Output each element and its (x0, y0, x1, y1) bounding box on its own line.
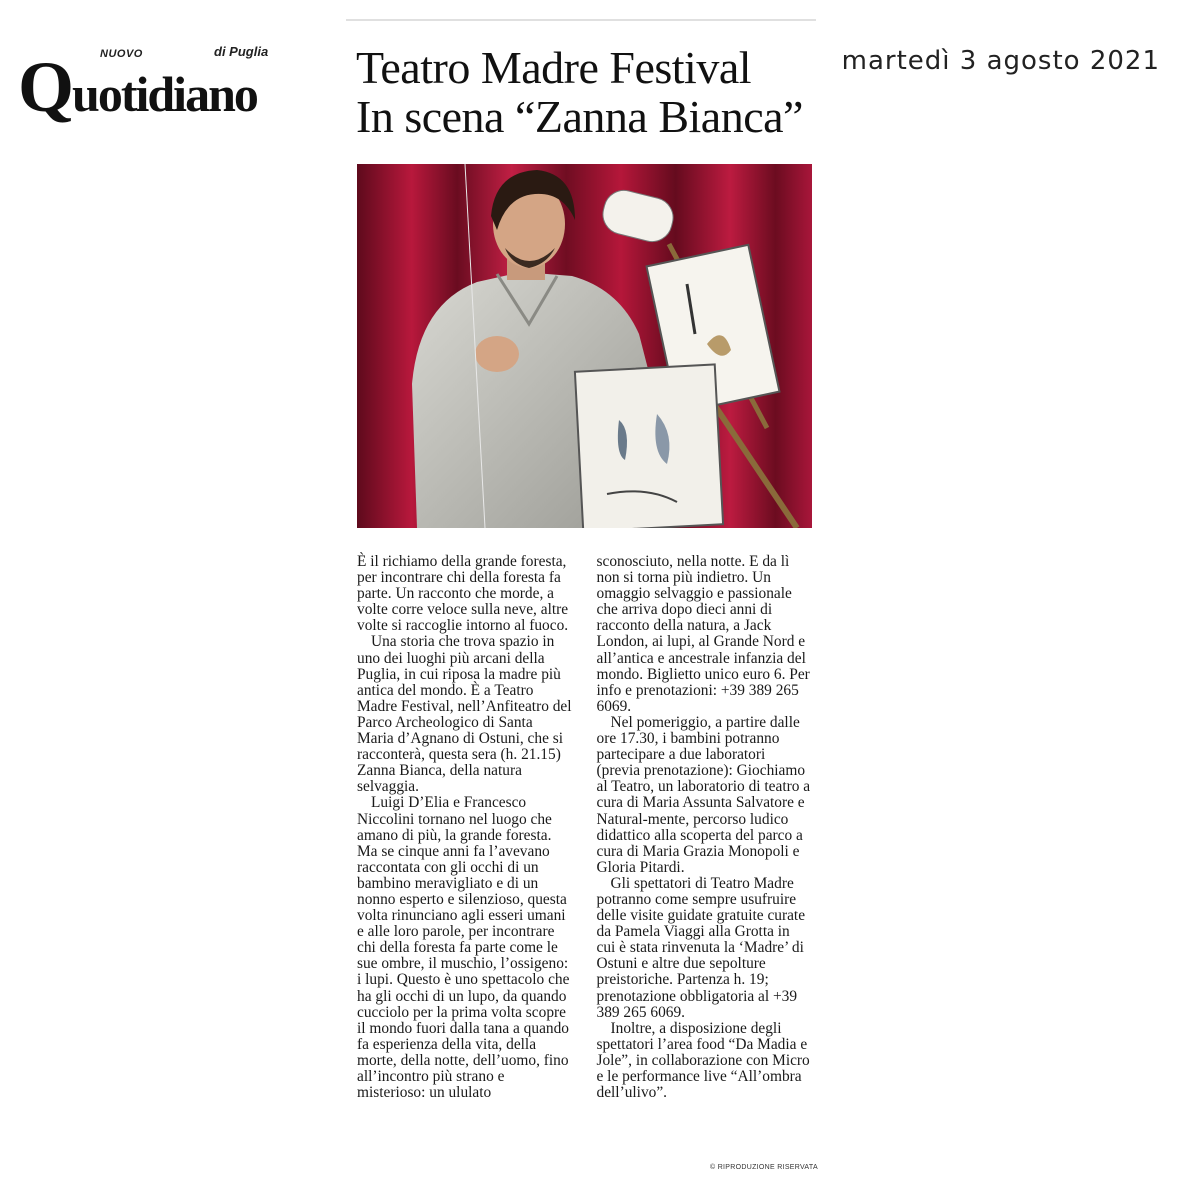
headline-line-2: In scena “Zanna Bianca” (356, 90, 803, 142)
paragraph: Gli spettatori di Teatro Madre potranno come sempre usufruire delle visite guidate gratuite curate da Pamela Viaggi alla Grotta in cui è stata rinvenuta la ‘Madre’ di Ostuni e altre due sepolture preistoriche. Partenza h. 19; prenotazione obbligatoria al +39 389 265 6069. (596, 874, 806, 1021)
masthead-region: di Puglia (214, 44, 269, 59)
article-column-2 (597, 554, 813, 1101)
article-column-1 (357, 554, 573, 1101)
headline-line-1: Teatro Madre Festival (356, 42, 752, 93)
article-photo (357, 164, 812, 528)
paragraph: sconosciuto, nella notte. E da lì non si torna più indietro. Un omaggio selvaggio e passionale che arriva dopo dieci anni di racconto della natura, a Jack London, ai lupi, al Grande Nord e all’antica e ancestrale infanzia del mondo. Biglietto unico euro 6. Per info e prenotazioni: +39 389 265 6069. (596, 553, 810, 715)
paragraph: Luigi D’Elia e Francesco Niccolini tornano nel luogo che amano di più, la grande foresta. Ma se cinque anni fa l’avevano raccontata con gli occhi di un bambino meravigliato e di un nonno esperto e silenzioso, questa volta rinunciano agli esseri umani e alle loro parole, per incontrare chi della foresta fa parte come le sue ombre, il muschio, l’ossigeno: i lupi. Questo è uno spettacolo che ha gli occhi di un lupo, da quando cucciolo per la prima volta scopre il mondo fuori dalla tana a quando fa esperienza della vita, della morte, della notte, dell’uomo, fino all’incontro più strano e misterioso: un ululato (357, 794, 570, 1102)
paragraph: Una storia che trova spazio in uno dei luoghi più arcani della Puglia, in cui riposa la madre più antica del mondo. È a Teatro Madre Festival, nell’Anfiteatro del Parco Archeologico di Santa Maria d’Agnano di Ostuni, che si racconterà, questa sera (h. 21.15) Zanna Bianca, della natura selvaggia. (357, 633, 572, 796)
paragraph: Nel pomeriggio, a partire dalle ore 17.30, i bambini potranno partecipare a due laboratori (previa prenotazione): Giochiamo al Teatro, un laboratorio di teatro a cura di Maria Assunta Salvatore e Natural-mente, percorso ludico didattico alla scoperta del parco a cura di Maria Grazia Monopoli e Gloria Pitardi. (596, 713, 811, 876)
masthead-prefix: NUOVO (100, 48, 143, 60)
article-headline (356, 44, 826, 142)
copyright-notice: © RIPRODUZIONE RISERVATA (710, 1164, 818, 1171)
masthead-logo (18, 42, 288, 127)
top-rule (346, 19, 816, 21)
performer-hand (475, 336, 519, 372)
paragraph: È il richiamo della grande foresta, per incontrare chi della foresta fa parte. Un racconto che morde, a volte corre veloce sulla neve, altre volte si raccoglie intorno al fuoco. (357, 553, 569, 635)
masthead-name: Quotidiano (18, 47, 257, 127)
article-body (357, 554, 812, 1101)
publication-date: martedì 3 agosto 2021 (841, 46, 1160, 76)
paragraph: Inoltre, a disposizione degli spettatori l’area food “Da Madia e Jole”, in collaborazione con Micro e le performance live “All’ombra dell’ulivo”. (596, 1019, 810, 1102)
drawing-board-lower (575, 364, 723, 528)
